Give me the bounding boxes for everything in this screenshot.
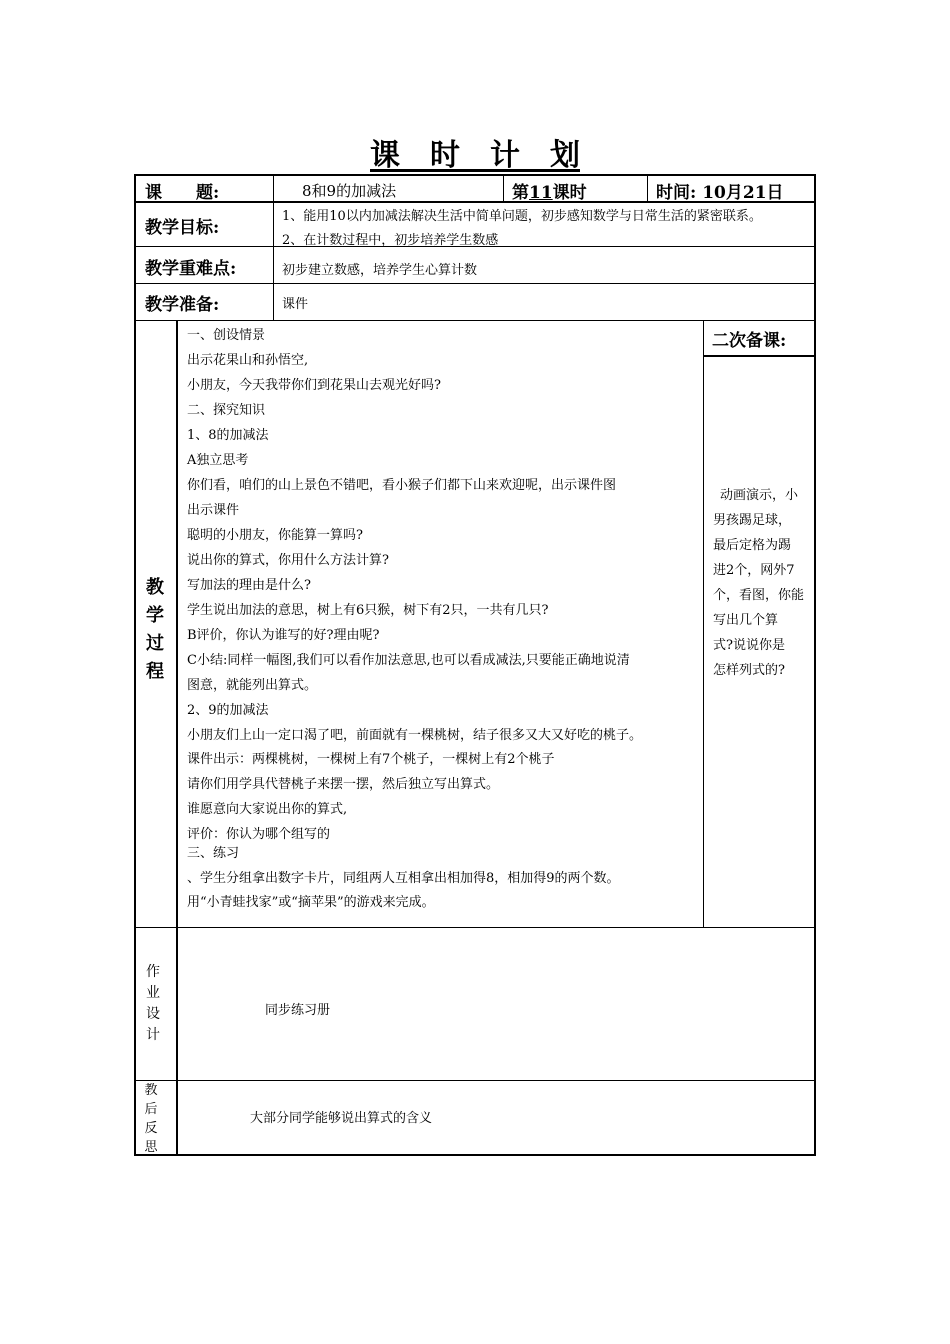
goal-line-2: 2、在计数过程中，初步培养学生数感 — [282, 233, 499, 248]
process-line: 1、8的加减法 — [187, 428, 269, 443]
second-prep-content: 动画演示，小 男孩踢足球， 最后定格为踢 进2个，网外7 个，看图，你能 写出几个算 式?说说你是 怎样列式的? — [713, 488, 805, 678]
key-points-value: 初步建立数感，培养学生心算计数 — [282, 263, 478, 278]
process-line: C小结:同样一幅图,我们可以看作加法意思,也可以看成减法,只要能正确地说清 — [187, 653, 630, 668]
process-line: 小朋友们上山一定口渴了吧，前面就有一棵桃树，结子很多又大又好吃的桃子。 — [187, 728, 643, 743]
process-line: 你们看，咱们的山上景色不错吧，看小猴子们都下山来欢迎呢，出示课件图 — [187, 478, 617, 493]
goals-label: 教学目标: — [145, 218, 220, 238]
process-line: 二、探究知识 — [187, 403, 266, 418]
process-line: 小朋友，今天我带你们到花果山去观光好吗? — [187, 378, 441, 393]
key-points-label: 教学重难点: — [145, 259, 237, 279]
process-line: 请你们用学具代替桃子来摆一摆，然后独立写出算式。 — [187, 777, 500, 792]
process-line: 用“小青蛙找家”或“摘苹果”的游戏来完成。 — [187, 895, 435, 910]
topic-label: 课 题: — [145, 183, 220, 203]
topic-value: 8和9的加减法 — [302, 182, 397, 200]
preparation-value: 课件 — [282, 297, 309, 312]
lesson-number: 第11课时 — [512, 183, 587, 203]
homework-label: 作业设计 — [146, 964, 160, 1043]
reflection-value: 大部分同学能够说出算式的含义 — [250, 1111, 433, 1126]
process-line: 写加法的理由是什么? — [187, 578, 311, 593]
process-line: 图意，就能列出算式。 — [187, 678, 318, 693]
second-prep-label: 二次备课: — [712, 331, 787, 351]
process-line: 一、创设情景 — [187, 328, 266, 343]
date-label: 时间: 10月21日 — [656, 183, 784, 203]
page-title: 课 时 计 划 — [370, 138, 580, 173]
process-line: 聪明的小朋友，你能算一算吗? — [187, 528, 363, 543]
preparation-label: 教学准备: — [145, 295, 220, 315]
process-line: 、学生分组拿出数字卡片，同组两人互相拿出相加得8，相加得9的两个数。 — [187, 871, 620, 886]
process-line: 2、9的加减法 — [187, 703, 269, 718]
process-line: A独立思考 — [187, 453, 249, 468]
process-line: 出示花果山和孙悟空, — [187, 353, 309, 368]
process-line: 说出你的算式，你用什么方法计算? — [187, 553, 389, 568]
reflection-label: 教后反思 — [144, 1083, 158, 1155]
process-label: 教学过程 — [146, 577, 164, 682]
process-line: 评价：你认为哪个组写的 — [187, 827, 331, 842]
homework-value: 同步练习册 — [265, 1003, 331, 1018]
process-line: 学生说出加法的意思，树上有6只猴，树下有2只，一共有几只? — [187, 603, 549, 618]
process-line: 出示课件 — [187, 503, 240, 518]
process-line: 课件出示：两棵桃树，一棵树上有7个桃子，一棵树上有2个桃子 — [187, 752, 555, 767]
goal-line-1: 1、能用10以内加减法解决生活中简单问题，初步感知数学与日常生活的紧密联系。 — [282, 209, 762, 224]
process-line: 三、练习 — [187, 846, 240, 861]
process-line: B评价，你认为谁写的好?理由呢? — [187, 628, 380, 643]
process-line: 谁愿意向大家说出你的算式, — [187, 802, 348, 817]
